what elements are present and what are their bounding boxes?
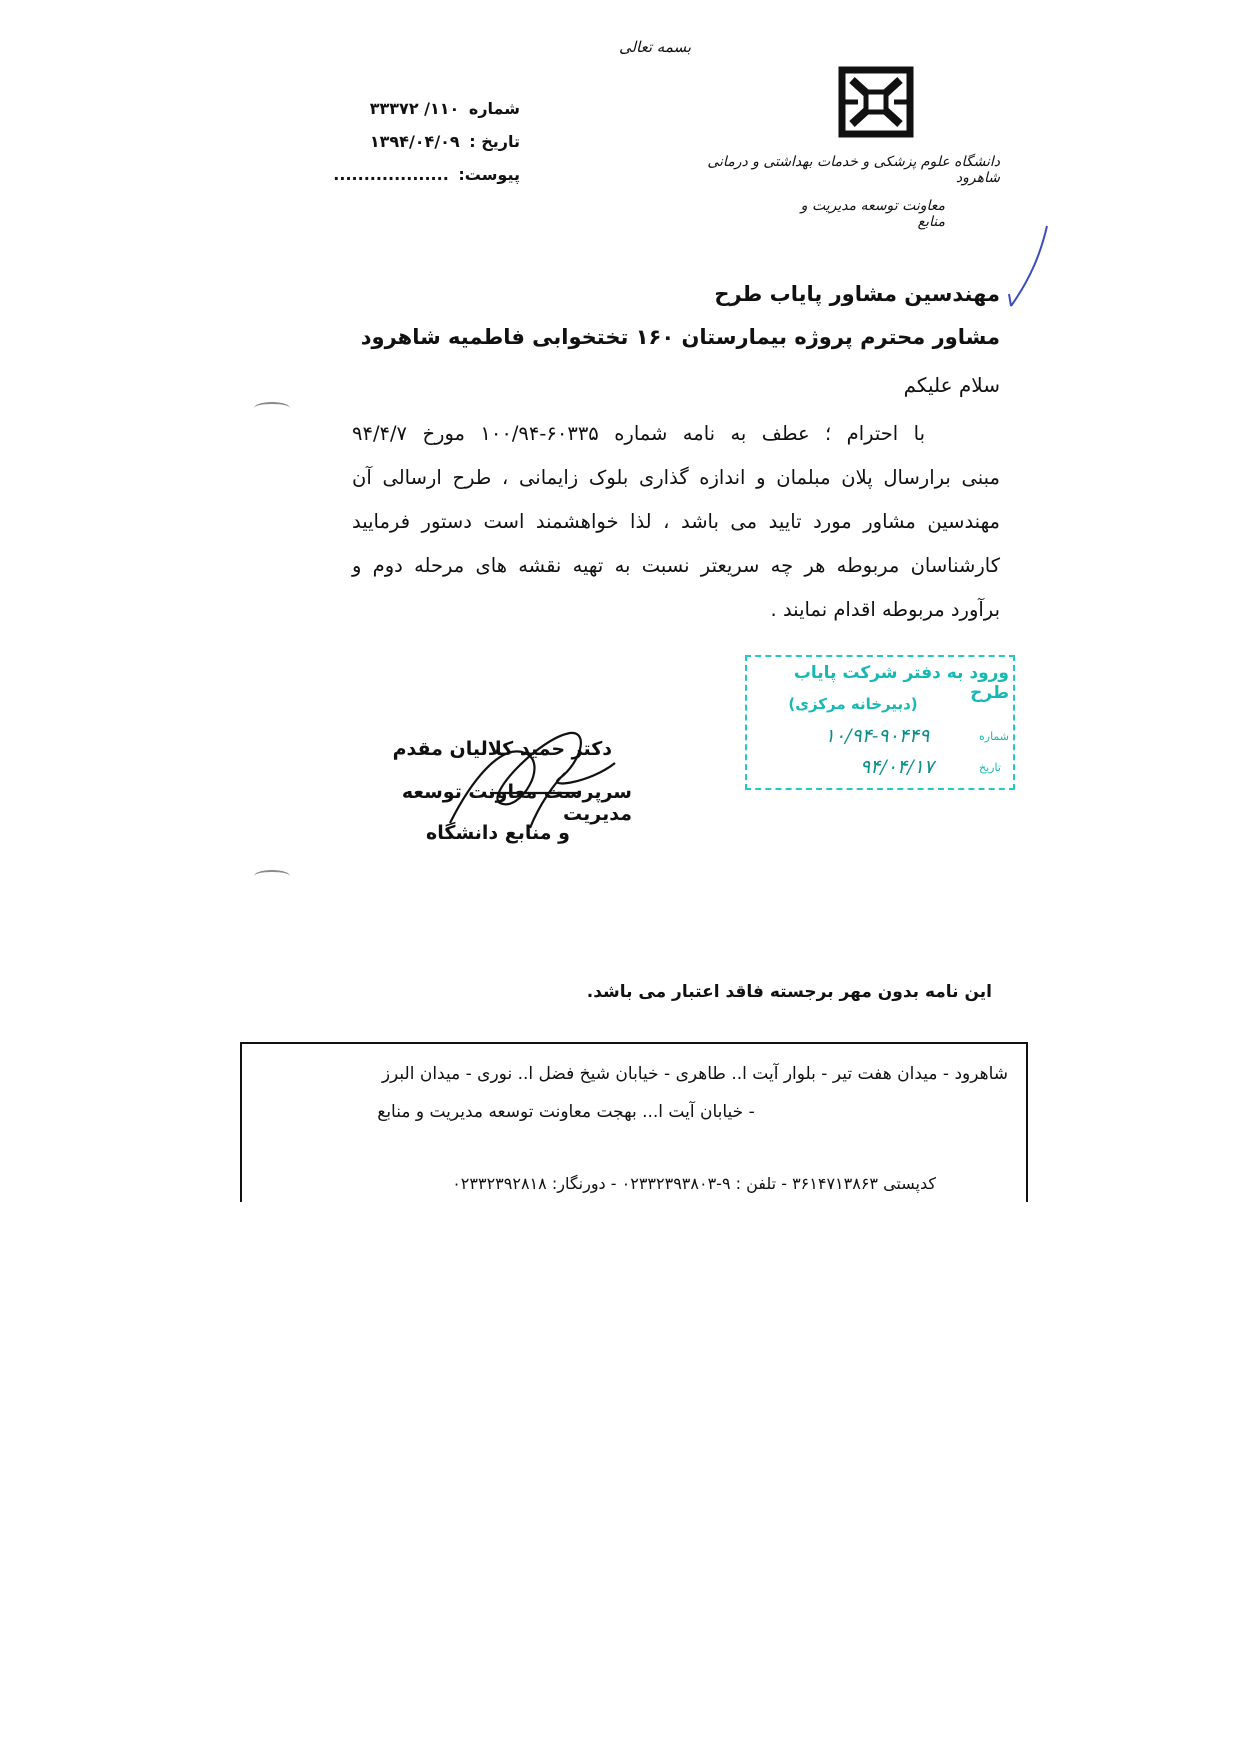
stamp-number-value: ۱۰/۹۴-۹۰۴۴۹ [824, 725, 930, 747]
department-name: معاونت توسعه مدیریت و منابع [800, 198, 945, 230]
attachment-value: ................... [333, 165, 449, 184]
stamp-number-label: شماره [979, 730, 1010, 743]
handwritten-signature [430, 723, 630, 843]
receipt-stamp [745, 655, 1015, 790]
validity-note: این نامه بدون مهر برجسته فاقد اعتبار می باشد. [586, 982, 992, 1002]
scan-artifact [254, 870, 290, 882]
letter-meta [330, 92, 520, 191]
letter-date-row [330, 125, 520, 158]
paragraph-line: با احترام ؛ عطف به نامه شماره ۶۰۳۳۵-۱۰۰/۹۴ مورخ ۹۴/۴/۷ [352, 422, 926, 445]
contact-line: کدپستی ۳۶۱۴۷۱۳۸۶۳ - تلفن : ۹-۰۲۳۳۲۳۹۳۸۰۳ - دورنگار: ۰۲۳۳۲۳۹۲۸۱۸ [452, 1174, 936, 1193]
recipient-line: مهندسین مشاور پایاب طرح [714, 282, 1000, 306]
paragraph-line: برآورد مربوطه اقدام نمایند . [770, 598, 1000, 621]
university-name: دانشگاه علوم پزشکی و خدمات بهداشتی و درمانی شاهرود [707, 154, 1000, 186]
scan-artifact [254, 402, 290, 414]
letter-date-value: ۱۳۹۴/۰۴/۰۹ [369, 132, 460, 151]
letter-number-row [330, 92, 520, 125]
address-line-continued: - خیابان آیت ا... بهجت معاونت توسعه مدیریت و منابع [377, 1102, 755, 1122]
address-line: شاهرود - میدان هفت تیر - بلوار آیت ا.. طاهری - خیابان شیخ فضل ا.. نوری - میدان البرز [381, 1064, 1008, 1084]
stamp-title: ورود به دفتر شرکت پایاب طرح [793, 663, 1009, 703]
subject-line: مشاور محترم پروژه بیمارستان ۱۶۰ تختخوابی فاطمیه شاهرود [360, 325, 1000, 349]
letter-number-value: ۱۱۰/ ۳۳۳۷۲ [369, 99, 460, 118]
address-box [240, 1042, 1028, 1202]
attachment-row [330, 158, 520, 191]
signatory-name: دکتر حمید کلالیان مقدم [392, 738, 612, 760]
letter-date-label: تاریخ : [469, 132, 520, 151]
paragraph-line: مبنی برارسال پلان مبلمان و اندازه گذاری بلوک زایمانی ، طرح ارسالی آن [352, 466, 1000, 489]
stamp-date-value: ۹۴/۰۴/۱۷ [859, 756, 935, 778]
attachment-label: پیوست: [458, 165, 520, 184]
letter-number-label: شماره [468, 99, 520, 118]
greeting: سلام علیکم [903, 373, 1000, 397]
signatory-title: سرپرست معاونت توسعه مدیریت [401, 781, 632, 825]
signatory-title-continued: و منابع دانشگاه [426, 822, 570, 844]
pen-check-mark [1005, 222, 1055, 312]
letter-body-paragraph [352, 412, 1000, 632]
paragraph-line: مهندسین مشاور مورد تایید می باشد ، لذا خواهشمند است دستور فرمایید [352, 510, 1000, 533]
stamp-subtitle: (دبیرخانه مرکزی) [788, 695, 918, 713]
university-logo-icon [838, 66, 914, 138]
basmala-heading: بسمه تعالی [618, 38, 692, 56]
paragraph-line: کارشناسان مربوطه هر چه سریعتر نسبت به تهیه نقشه های مرحله دوم و [352, 554, 1000, 577]
stamp-date-label: تاریخ [979, 761, 1001, 774]
